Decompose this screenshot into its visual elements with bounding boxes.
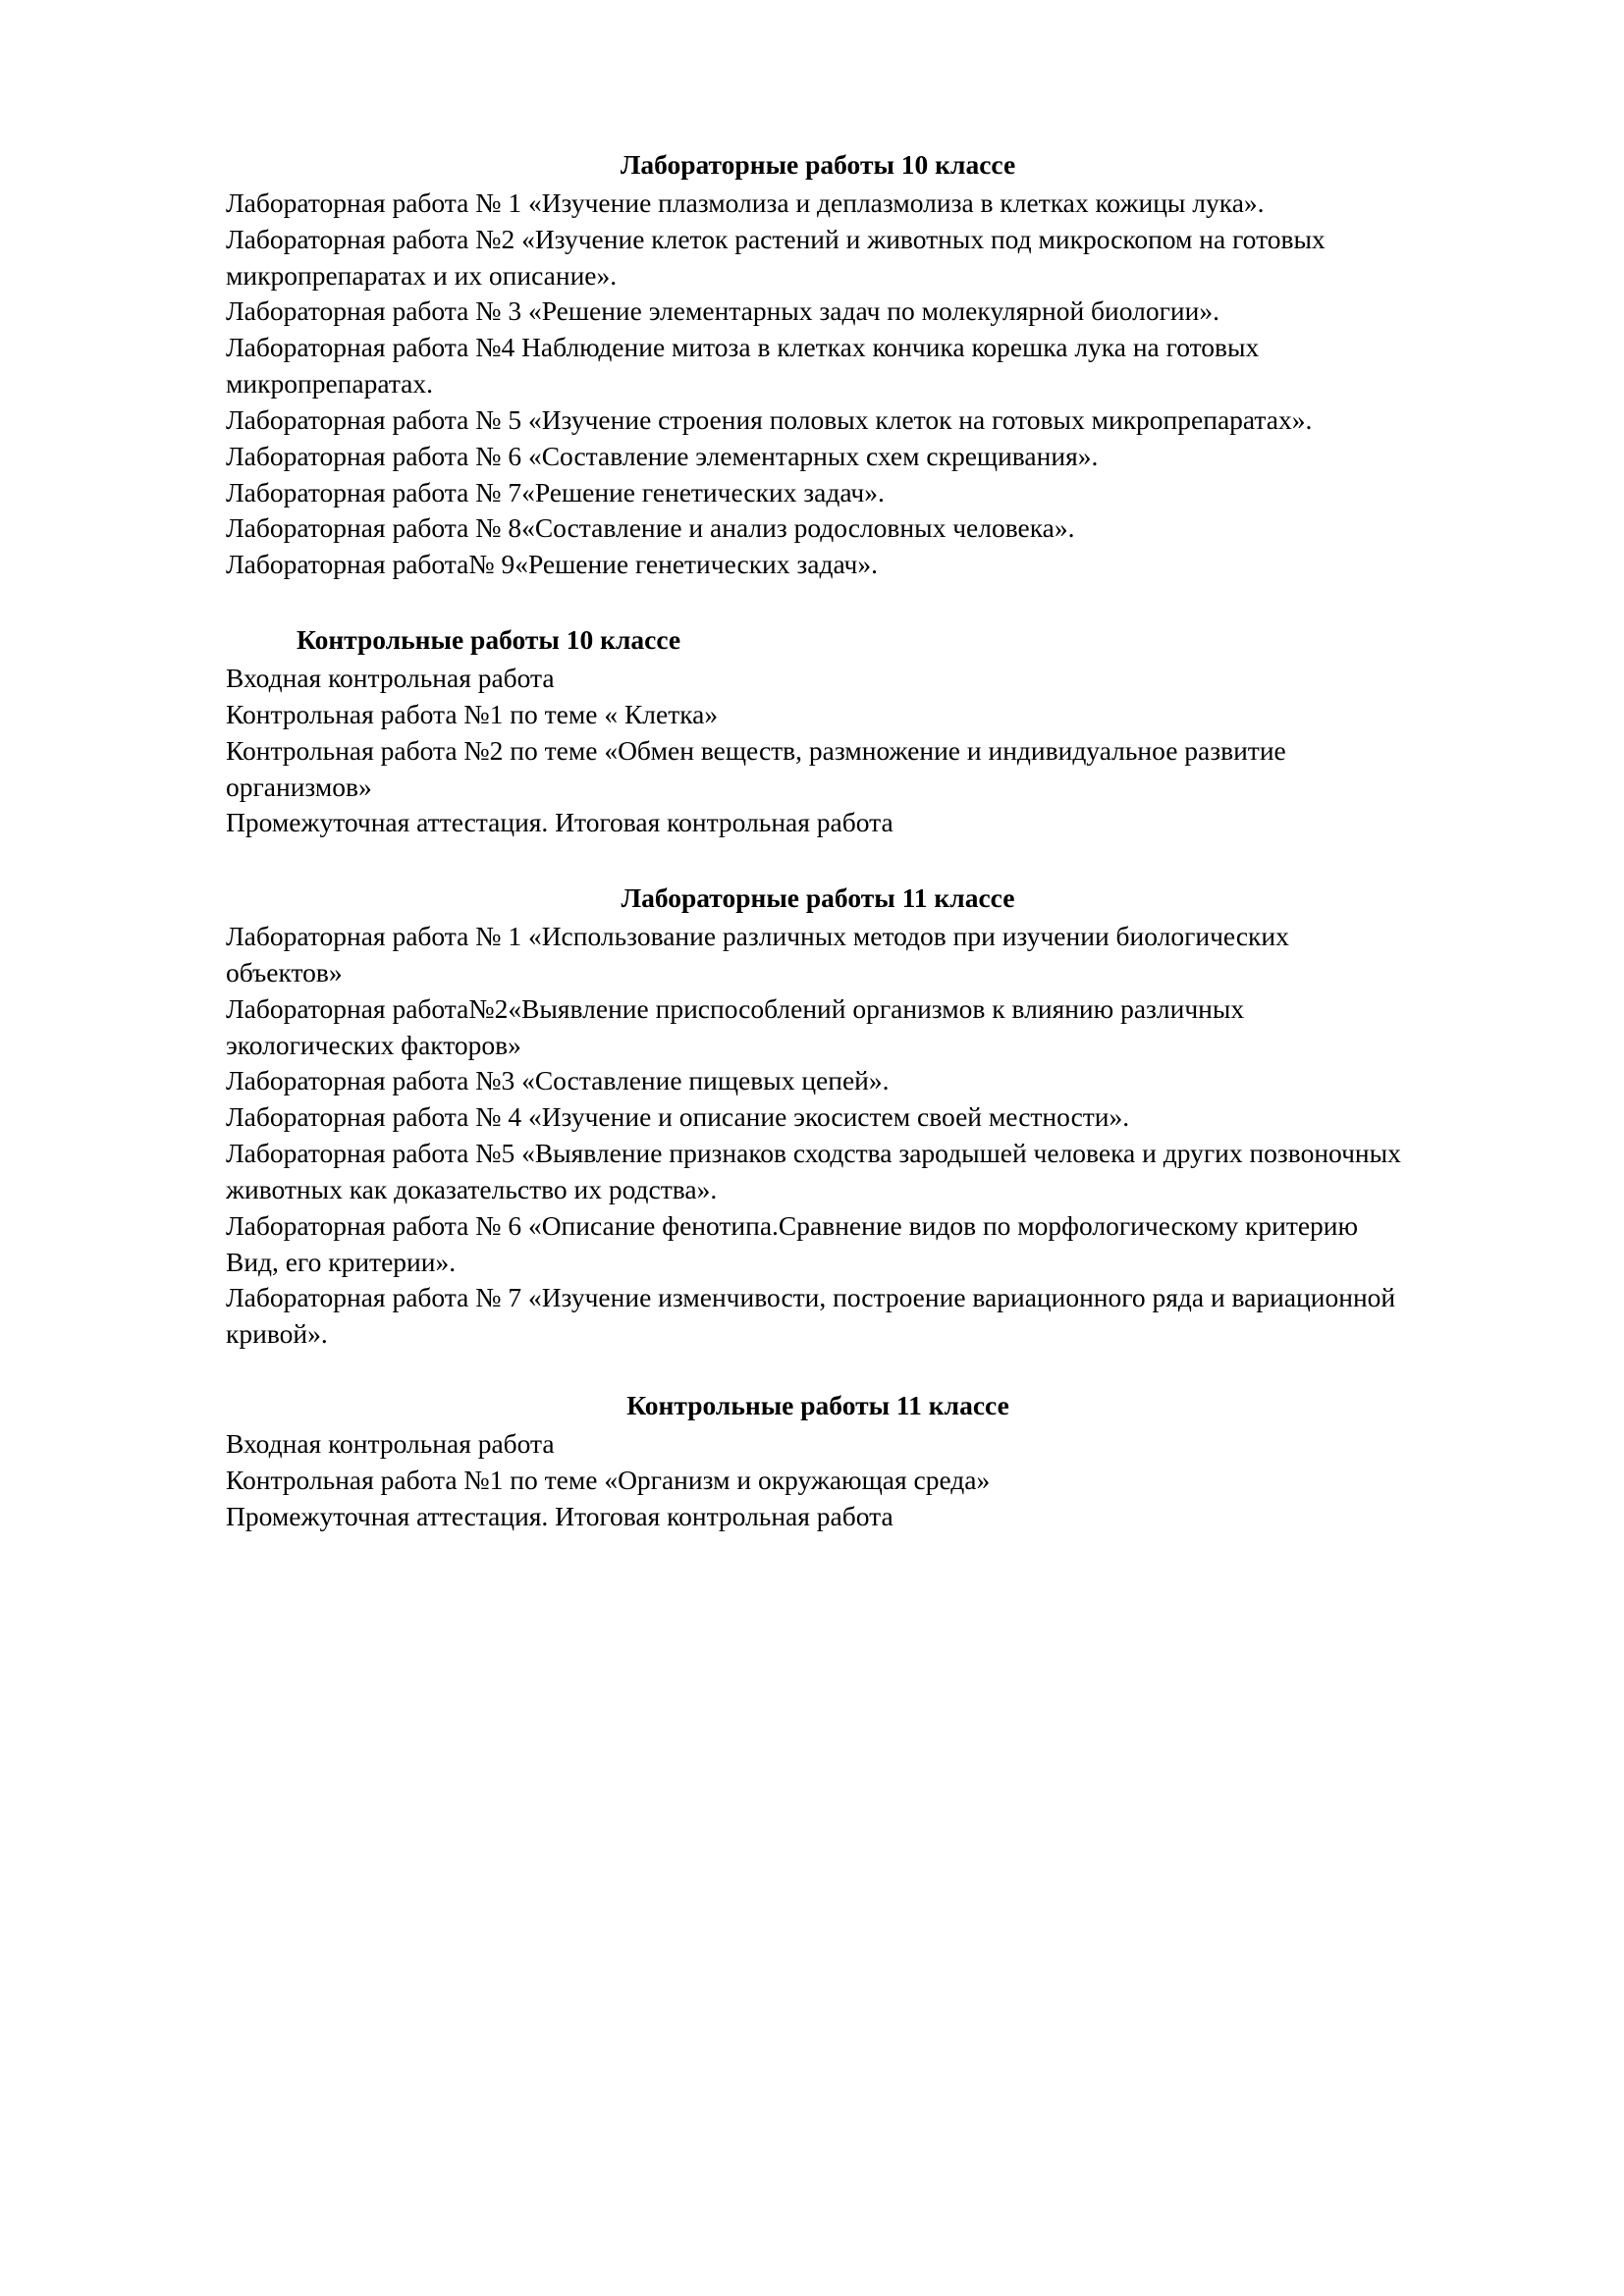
document-line: Лабораторная работа №2 «Изучение клеток растений и животных под микроскопом на готовых микропрепаратах и их описание». [226, 223, 1326, 291]
document-line: Лабораторная работа № 7 «Изучение изменчивости, построение вариационного ряда и вариационной кривой». [226, 1282, 1396, 1350]
document-line: Контрольная работа №1 по теме «Организм и окружающая среда» [226, 1464, 991, 1495]
document-line: Контрольная работа №1 по теме « Клетка» [226, 698, 719, 729]
document-line: Лабораторная работа № 1 «Использование различных методов при изучении биологических объектов» [226, 921, 1289, 988]
document-line: Лабораторная работа№ 9«Решение генетических задач». [226, 549, 879, 580]
section-control-works-11 [226, 1388, 1410, 1534]
document-body [226, 147, 1410, 1535]
document-line: Лабораторная работа № 5 «Изучение строения половых клеток на готовых микропрепаратах». [226, 403, 1313, 435]
document-line: Промежуточная аттестация. Итоговая контрольная работа [226, 807, 893, 838]
document-line: Промежуточная аттестация. Итоговая контрольная работа [226, 1500, 893, 1531]
document-line: Лабораторная работа № 7«Решение генетических задач». [226, 476, 885, 507]
section-heading-lab-works-10: Лабораторные работы 10 классе [620, 149, 1016, 180]
document-line: Лабораторная работа№2«Выявление приспособлений организмов к влиянию различных экологических факторов» [226, 992, 1245, 1060]
section-spacer [226, 841, 1410, 881]
document-line: Лабораторная работа № 1 «Изучение плазмолиза и деплазмолиза в клетках кожицы лука». [226, 187, 1265, 218]
section-heading-control-works-11: Контрольные работы 11 классе [626, 1390, 1009, 1421]
document-line: Лабораторная работа № 6 «Описание фенотипа.Сравнение видов по морфологическому критерию Вид, его критерии». [226, 1209, 1359, 1277]
document-line: Входная контрольная работа [226, 1428, 555, 1459]
section-heading-control-works-10: Контрольные работы 10 классе [297, 624, 681, 656]
document-line: Лабораторная работа № 6 «Составление элементарных схем скрещивания». [226, 440, 1099, 471]
document-line: Лабораторная работа №5 «Выявление признаков сходства зародышей человека и других позвоночных животных как доказательство их родства». [226, 1138, 1401, 1204]
document-line: Лабораторная работа №3 «Составление пищевых цепей». [226, 1065, 890, 1096]
document-line: Лабораторная работа № 4 «Изучение и описание экосистем своей местности». [226, 1101, 1130, 1133]
document-line: Лабораторная работа №4 Наблюдение митоза в клетках кончика корешка лука на готовых микропрепаратах. [226, 332, 1260, 400]
section-heading-lab-works-11: Лабораторные работы 11 классе [621, 882, 1015, 914]
document-line: Контрольная работа №2 по теме «Обмен веществ, размножение и индивидуальное развитие организмов» [226, 734, 1286, 802]
document-line: Лабораторная работа № 3 «Решение элементарных задач по молекулярной биологии». [226, 295, 1219, 327]
section-lab-works-11 [226, 881, 1410, 1353]
document-line: Входная контрольная работа [226, 662, 555, 693]
section-control-works-10 [226, 622, 1410, 841]
section-lab-works-10 [226, 147, 1410, 583]
document-line: Лабораторная работа № 8«Составление и анализ родословных человека». [226, 512, 1075, 544]
section-spacer [226, 1353, 1410, 1388]
section-spacer [226, 583, 1410, 622]
